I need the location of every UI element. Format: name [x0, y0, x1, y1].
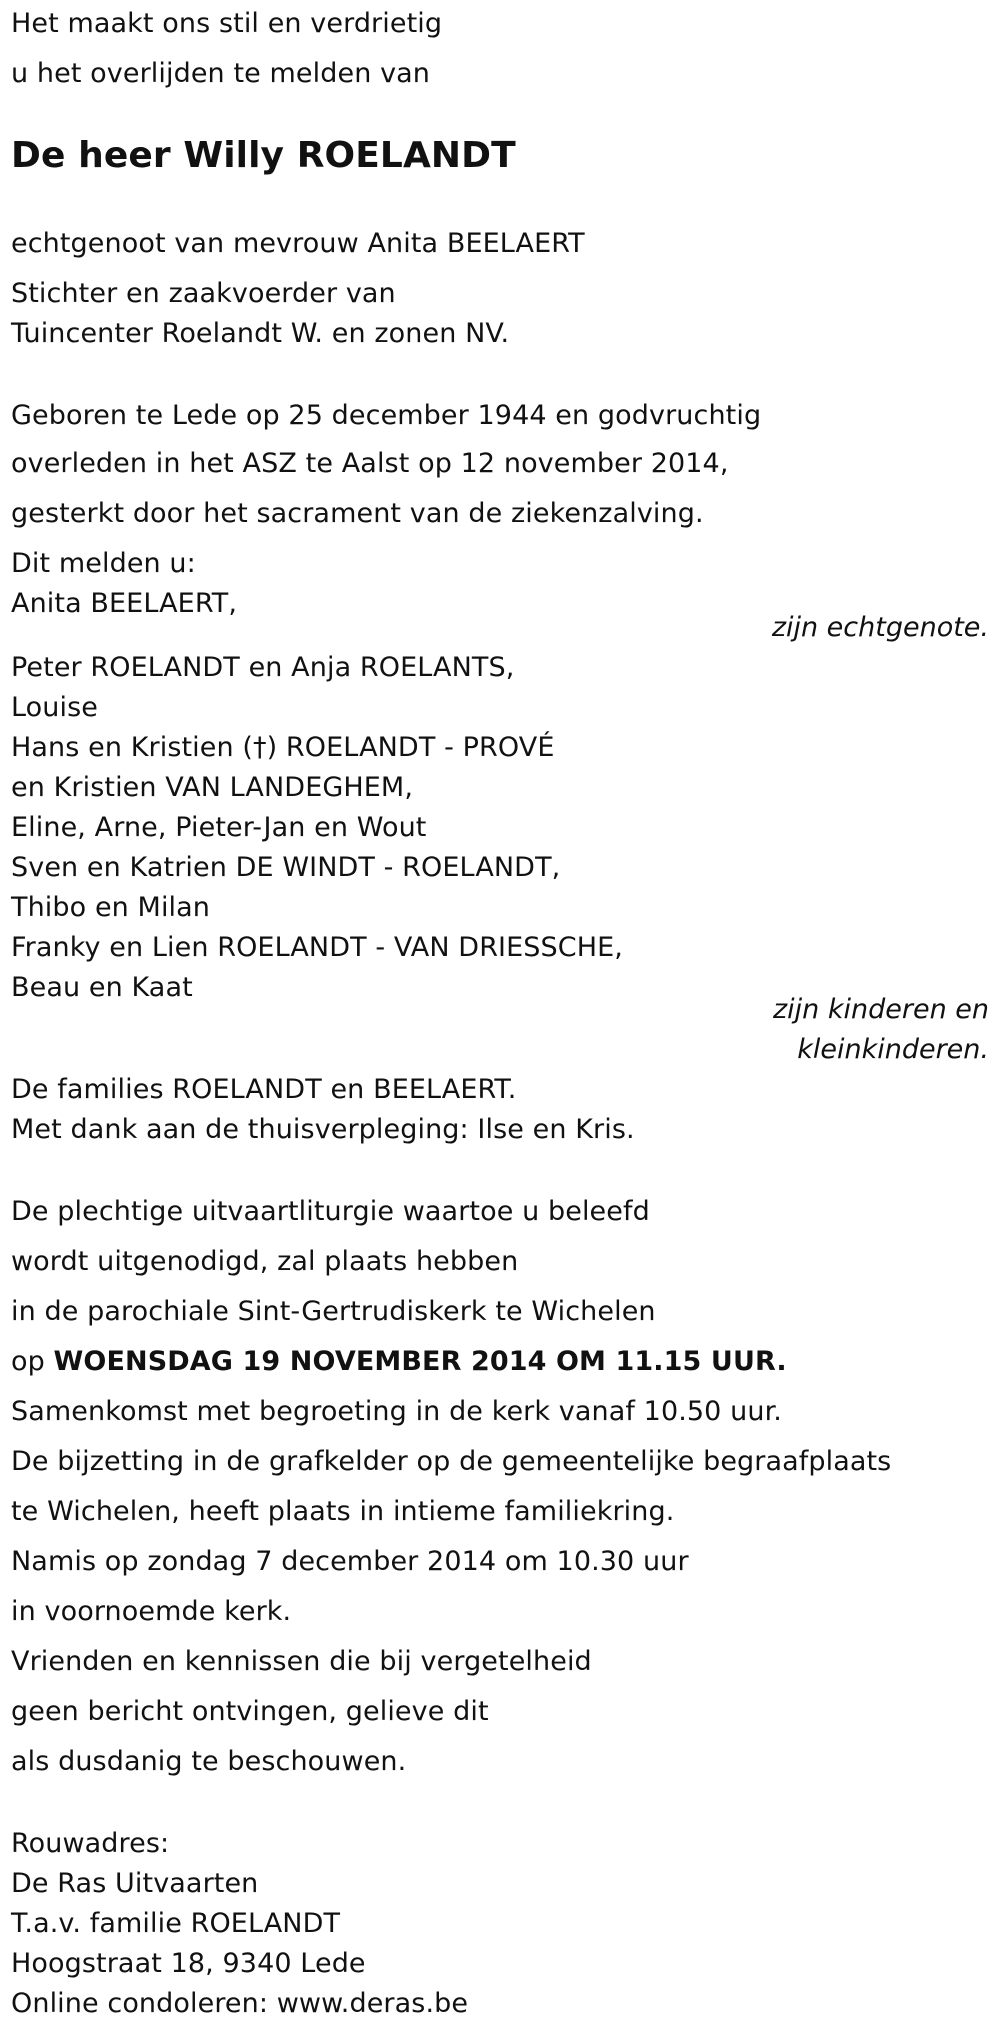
- deceased-name: De heer Willy ROELANDT: [11, 135, 516, 176]
- family-line-9: Beau en Kaat: [11, 972, 193, 1003]
- family-line-3: Hans en Kristien (†) ROELANDT - PROVÉ: [11, 732, 555, 763]
- announcer-spouse-name: Anita BEELAERT,: [11, 588, 238, 619]
- address-line-3: Hoogstraat 18, 9340 Lede: [11, 1948, 366, 1979]
- families-line: De families ROELANDT en BEELAERT.: [11, 1074, 517, 1105]
- ceremony-line-5: Samenkomst met begroeting in de kerk vanaf 10.50 uur.: [11, 1396, 782, 1427]
- family-line-6: Sven en Katrien DE WINDT - ROELANDT,: [11, 852, 561, 883]
- address-label: Rouwadres:: [11, 1828, 170, 1859]
- children-role-line-2: kleinkinderen.: [797, 1034, 989, 1065]
- ceremony-line-10: Vrienden en kennissen die bij vergetelheid: [11, 1646, 592, 1677]
- ceremony-line-6: De bijzetting in de grafkelder op de gemeentelijke begraafplaats: [11, 1446, 892, 1477]
- ceremony-line-9: in voornoemde kerk.: [11, 1596, 292, 1627]
- family-line-1: Peter ROELANDT en Anja ROELANTS,: [11, 652, 515, 683]
- ceremony-line-12: als dusdanig te beschouwen.: [11, 1746, 407, 1777]
- birth-death-line-2: overleden in het ASZ te Aalst op 12 november 2014,: [11, 448, 729, 479]
- ceremony-line-3: in de parochiale Sint-Gertrudiskerk te Wichelen: [11, 1296, 656, 1327]
- ceremony-line-2: wordt uitgenodigd, zal plaats hebben: [11, 1246, 519, 1277]
- announcers-intro: Dit melden u:: [11, 548, 196, 579]
- birth-death-line-1: Geboren te Lede op 25 december 1944 en godvruchtig: [11, 400, 762, 431]
- spouse-line: echtgenoot van mevrouw Anita BEELAERT: [11, 228, 585, 259]
- family-line-5: Eline, Arne, Pieter-Jan en Wout: [11, 812, 427, 843]
- address-line-1: De Ras Uitvaarten: [11, 1868, 259, 1899]
- thanks-line: Met dank aan de thuisverpleging: Ilse en Kris.: [11, 1114, 635, 1145]
- children-role-line-1: zijn kinderen en: [773, 994, 989, 1025]
- announcer-spouse-role: zijn echtgenote.: [771, 612, 989, 643]
- ceremony-line-1: De plechtige uitvaartliturgie waartoe u beleefd: [11, 1196, 650, 1227]
- family-line-7: Thibo en Milan: [11, 892, 211, 923]
- family-line-2: Louise: [11, 692, 98, 723]
- ceremony-date: WOENSDAG 19 NOVEMBER 2014 OM 11.15 UUR.: [53, 1346, 787, 1377]
- family-line-8: Franky en Lien ROELANDT - VAN DRIESSCHE,: [11, 932, 623, 963]
- family-line-4: en Kristien VAN LANDEGHEM,: [11, 772, 414, 803]
- intro-line-1: Het maakt ons stil en verdrietig: [11, 8, 443, 39]
- address-line-2: T.a.v. familie ROELANDT: [11, 1908, 341, 1939]
- address-line-4: Online condoleren: www.deras.be: [11, 1988, 469, 2019]
- role-line-2: Tuincenter Roelandt W. en zonen NV.: [11, 318, 510, 349]
- role-line-1: Stichter en zaakvoerder van: [11, 278, 396, 309]
- ceremony-line-11: geen bericht ontvingen, gelieve dit: [11, 1696, 489, 1727]
- intro-line-2: u het overlijden te melden van: [11, 58, 431, 89]
- ceremony-line-7: te Wichelen, heeft plaats in intieme familiekring.: [11, 1496, 675, 1527]
- ceremony-line-8: Namis op zondag 7 december 2014 om 10.30 uur: [11, 1546, 689, 1577]
- ceremony-date-prefix: op: [11, 1346, 45, 1377]
- ceremony-date-line: [11, 1346, 787, 1378]
- birth-death-line-3: gesterkt door het sacrament van de ziekenzalving.: [11, 498, 704, 529]
